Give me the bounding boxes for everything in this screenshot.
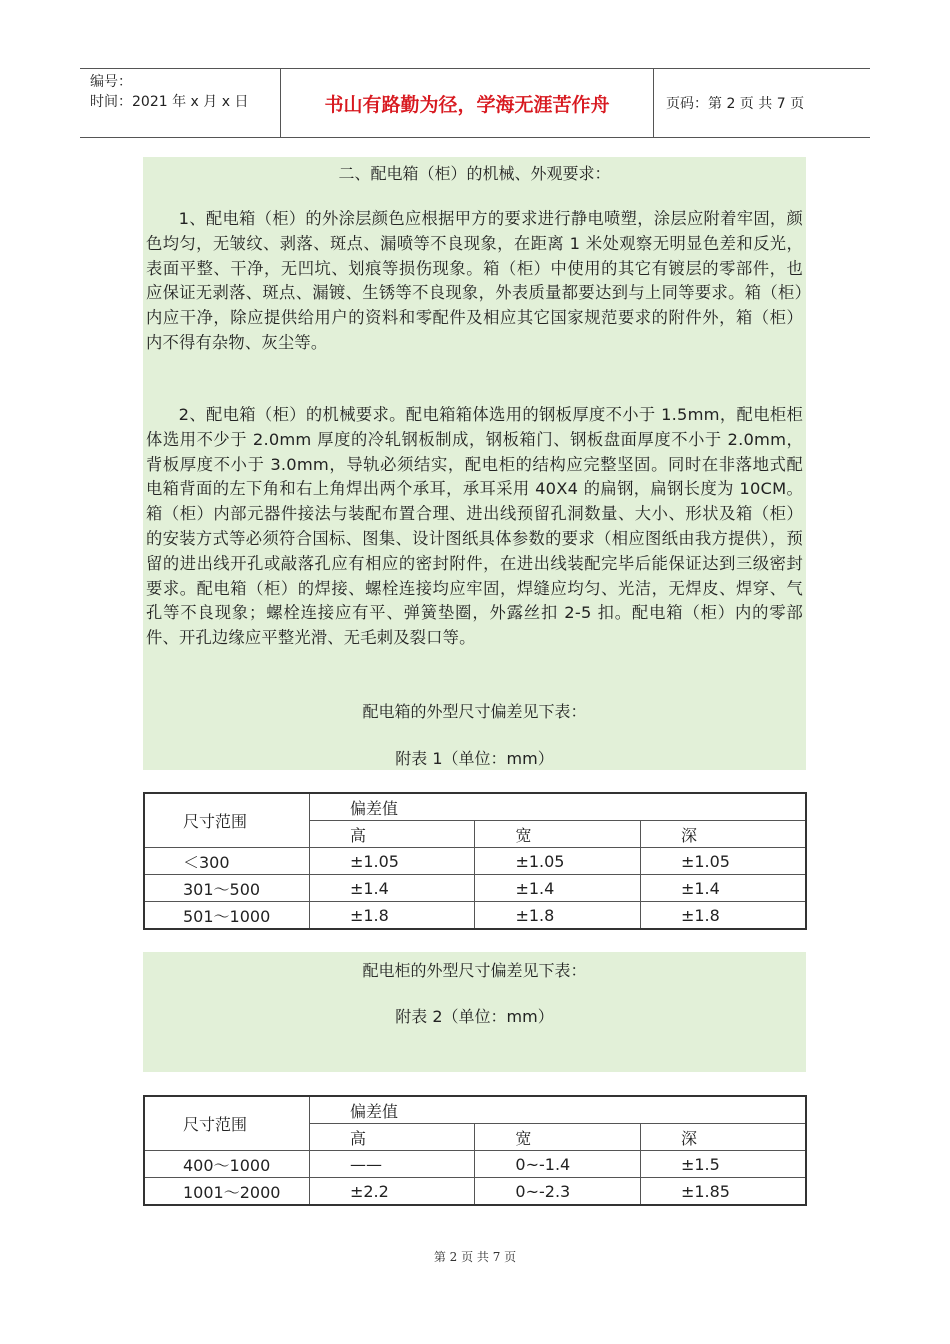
- page-header: [80, 68, 870, 138]
- table-cell: ±1.4: [309, 875, 475, 902]
- table-cell: ±2.2: [309, 1178, 474, 1206]
- page-footer: 第 2 页 共 7 页: [433, 1250, 517, 1264]
- table-row: [144, 1151, 806, 1178]
- paragraph-mechanical: 2、配电箱（柜）的机械要求。配电箱箱体选用的钢板厚度不小于 1.5mm，配电柜柜体选用不少于 2.0mm 厚度的冷轧钢板制成，钢板箱门、钢板盘面厚度不小于 2.0mm，背板厚度不小于 3.0mm，导轨必须结实，配电柜的结构应完整坚固。同时在非落地式配电箱背面的左下角和右上角焊出两个承耳，承耳采用 40X4 的扁钢，扁钢长度为 10CM。箱（柜）内部元器件接法与装配布置合理、进出线预留孔洞数量、大小、形状及箱（柜）的安装方式等必须符合国标、图集、设计图纸具体参数的要求（相应图纸由我方提供），预留的进出线开孔或敲落孔应有相应的密封附件，在进出线装配完毕后能保证达到三级密封要求。配电箱（柜）的焊接、螺栓连接均应牢固，焊缝应均匀、光洁，无焊皮、焊穿、气孔等不良现象；螺栓连接应有平、弹簧垫圈，外露丝扣 2-5 扣。配电箱（柜）内的零部件、开孔边缘应平整光滑、无毛刺及裂口等。: [146, 405, 803, 648]
- table1-caption: 附表 1（单位：mm）: [395, 749, 554, 768]
- col-height-header: 高: [309, 821, 475, 848]
- table-cell: ＜300: [144, 848, 309, 875]
- paragraph-appearance: 1、配电箱（柜）的外涂层颜色应根据甲方的要求进行静电喷塑，涂层应附着牢固，颜色均匀，无皱纹、剥落、斑点、漏喷等不良现象，在距离 1 米处观察无明显色差和反光，表面平整、干净，无凹坑、划痕等损伤现象。箱（柜）中使用的其它有镀层的零部件，也应保证无剥落、斑点、漏镀、生锈等不良现象，外表质量都要达到与上同等要求。箱（柜）内应干净，除应提供给用户的资料和零配件及相应其它国家规范要求的附件外，箱（柜）内不得有杂物、灰尘等。: [146, 209, 803, 352]
- table-cell: ±1.4: [475, 875, 641, 902]
- range-header: 尺寸范围: [144, 793, 309, 848]
- table-cell: 0~-2.3: [475, 1178, 641, 1206]
- document-time-label: 时间：2021 年 x 月 x 日: [90, 94, 249, 110]
- col-depth-header: 深: [640, 821, 806, 848]
- table-cell: ±1.4: [640, 875, 806, 902]
- range-header: 尺寸范围: [144, 1096, 309, 1151]
- table-row: [144, 875, 806, 902]
- col-depth-header: 深: [640, 1124, 806, 1151]
- cabinet-deviation-table: [143, 1095, 807, 1206]
- table-row: [144, 1178, 806, 1206]
- table-header-row: [144, 1096, 806, 1124]
- section-heading: 二、配电箱（柜）的机械、外观要求：: [338, 164, 611, 183]
- table-cell: ±1.8: [640, 902, 806, 930]
- table-cell: ±1.05: [475, 848, 641, 875]
- table-cell: ±1.8: [475, 902, 641, 930]
- table-cell: 0~-1.4: [475, 1151, 641, 1178]
- table-cell: ±1.8: [309, 902, 475, 930]
- table-row: [144, 902, 806, 930]
- table-cell: 501～1000: [144, 902, 309, 930]
- deviation-header: 偏差值: [309, 1096, 806, 1124]
- section-block-requirements: [143, 157, 806, 770]
- table-cell: 1001～2000: [144, 1178, 309, 1206]
- section-block-cabinet: [143, 952, 806, 1072]
- document-number-label: 编号：: [90, 74, 132, 90]
- table-cell: ——: [309, 1151, 474, 1178]
- table-row: [144, 848, 806, 875]
- table-cell: 301～500: [144, 875, 309, 902]
- col-height-header: 高: [309, 1124, 474, 1151]
- cabinet-table-intro: 配电柜的外型尺寸偏差见下表：: [362, 961, 587, 980]
- box-deviation-table: [143, 792, 807, 930]
- header-motto: 书山有路勤为径，学海无涯苦作舟: [281, 69, 654, 137]
- table-header-row: [144, 793, 806, 821]
- col-width-header: 宽: [475, 821, 641, 848]
- deviation-header: 偏差值: [309, 793, 806, 821]
- table-cell: ±1.85: [640, 1178, 806, 1206]
- table-cell: ±1.05: [640, 848, 806, 875]
- col-width-header: 宽: [475, 1124, 641, 1151]
- table2-caption: 附表 2（单位：mm）: [395, 1007, 554, 1026]
- header-meta: [80, 69, 281, 137]
- box-table-intro: 配电箱的外型尺寸偏差见下表：: [362, 702, 587, 721]
- table-cell: ±1.5: [640, 1151, 806, 1178]
- table-cell: ±1.05: [309, 848, 475, 875]
- header-page-number: 页码：第 2 页 共 7 页: [666, 96, 805, 112]
- table-cell: 400～1000: [144, 1151, 309, 1178]
